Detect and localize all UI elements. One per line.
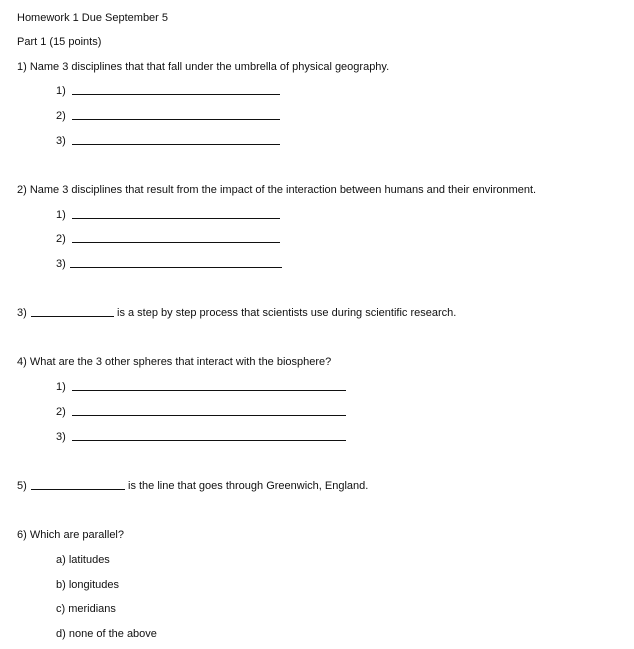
question-3-number: 3) [17, 307, 27, 319]
q2-item-1-label: 1) [56, 209, 66, 221]
question-5-number: 5) [17, 480, 27, 492]
q1-item-2-label: 2) [56, 110, 66, 122]
q4-answer-1-blank[interactable] [72, 390, 346, 391]
q4-item-3-label: 3) [56, 431, 66, 443]
q1-answer-2-blank[interactable] [72, 119, 280, 120]
question-3-text: is a step by step process that scientists use during scientific research. [117, 307, 457, 319]
part-heading: Part 1 (15 points) [17, 36, 102, 48]
q6-option-b[interactable]: b) longitudes [56, 579, 119, 591]
question-5-text: is the line that goes through Greenwich, England. [128, 480, 369, 492]
q2-item-3-label: 3) [56, 258, 66, 270]
q3-answer-blank[interactable] [31, 316, 114, 317]
question-4-prompt: 4) What are the 3 other spheres that interact with the biosphere? [17, 356, 332, 368]
q1-answer-1-blank[interactable] [72, 94, 280, 95]
question-1-prompt: 1) Name 3 disciplines that that fall under the umbrella of physical geography. [17, 61, 390, 73]
q2-item-2-label: 2) [56, 233, 66, 245]
q2-answer-1-blank[interactable] [72, 218, 280, 219]
q1-answer-3-blank[interactable] [72, 144, 280, 145]
q2-answer-3-blank[interactable] [70, 267, 282, 268]
q6-option-c[interactable]: c) meridians [56, 603, 116, 615]
q1-item-1-label: 1) [56, 85, 66, 97]
homework-title: Homework 1 Due September 5 [17, 12, 169, 24]
q4-item-2-label: 2) [56, 406, 66, 418]
q6-option-d[interactable]: d) none of the above [56, 628, 157, 640]
q4-answer-3-blank[interactable] [72, 440, 346, 441]
q2-answer-2-blank[interactable] [72, 242, 280, 243]
q4-item-1-label: 1) [56, 381, 66, 393]
question-6-prompt: 6) Which are parallel? [17, 529, 124, 541]
q6-option-a[interactable]: a) latitudes [56, 554, 110, 566]
q1-item-3-label: 3) [56, 135, 66, 147]
q5-answer-blank[interactable] [31, 489, 125, 490]
question-2-prompt: 2) Name 3 disciplines that result from the impact of the interaction between humans and their environment. [17, 184, 537, 196]
q4-answer-2-blank[interactable] [72, 415, 346, 416]
